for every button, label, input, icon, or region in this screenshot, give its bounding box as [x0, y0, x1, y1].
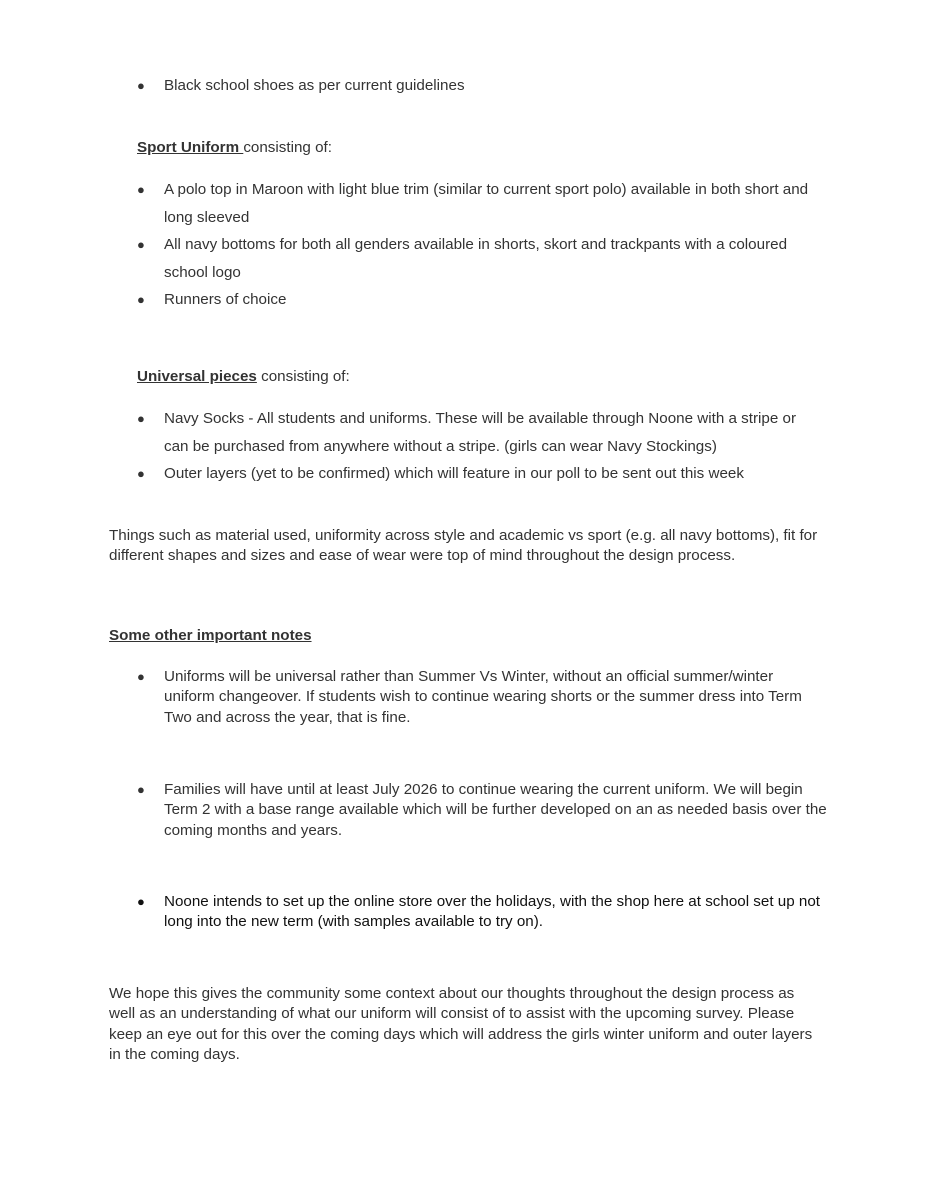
list-item-text: All navy bottoms for both all genders available in shorts, skort and trackpants with a coloured school logo: [164, 236, 788, 281]
sport-uniform-heading: [137, 137, 332, 159]
list-item: [137, 231, 827, 286]
important-notes-list-3: [137, 892, 837, 933]
list-item-text: Navy Socks - All students and uniforms. These will be available through Noone with a stripe or can be purchased from anywhere without a stripe. (girls can wear Navy Stockings): [164, 410, 797, 455]
bullet-icon: ●: [137, 894, 145, 909]
list-item: [137, 405, 807, 460]
list-item-text: Black school shoes as per current guidelines: [164, 77, 465, 94]
design-process-paragraph: Things such as material used, uniformity across style and academic vs sport (e.g. all navy bottoms), fit for different shapes and sizes and ease of wear were top of mind throughout the design process.: [109, 527, 818, 565]
bullet-icon: ●: [137, 669, 145, 684]
universal-pieces-title: Universal pieces: [137, 368, 257, 385]
list-item-text: A polo top in Maroon with light blue trim (similar to current sport polo) available in both short and long sleeved: [164, 181, 809, 226]
sport-uniform-title: Sport Uniform: [137, 139, 244, 156]
bullet-icon: ●: [137, 78, 145, 93]
list-item: [137, 667, 827, 728]
important-notes-list-2: [137, 780, 827, 841]
list-item-text: Families will have until at least July 2026 to continue wearing the current uniform. We will begin Term 2 with a base range available which will be further developed on an as needed basis over the coming months and years.: [164, 781, 827, 839]
list-item: [137, 286, 827, 314]
closing-paragraph: We hope this gives the community some context about our thoughts throughout the design process as well as an understanding of what our uniform will consist of to assist with the upcoming survey. Please keep an eye out for this over the coming days which will address the girls winter uniform and outer layers in the coming days.: [109, 985, 813, 1063]
universal-pieces-list: [137, 405, 807, 488]
bullet-icon: ●: [137, 182, 145, 197]
sport-uniform-suffix: consisting of:: [243, 139, 332, 156]
list-item-text: Runners of choice: [164, 291, 287, 308]
list-item: [137, 176, 827, 231]
universal-pieces-suffix: consisting of:: [256, 368, 350, 385]
bullet-icon: ●: [137, 292, 145, 307]
bullet-icon: ●: [137, 466, 145, 481]
list-item: [137, 892, 837, 933]
footwear-list: [137, 72, 827, 100]
list-item: [137, 460, 807, 488]
sport-uniform-list: [137, 176, 827, 314]
list-item-text: Uniforms will be universal rather than Summer Vs Winter, without an official summer/winter uniform changeover. If students wish to continue wearing shorts or the summer dress into Term Two and across the year, that is fine.: [164, 668, 802, 726]
bullet-icon: ●: [137, 237, 145, 252]
bullet-icon: ●: [137, 782, 145, 797]
list-item-text: Noone intends to set up the online store over the holidays, with the shop here at school set up not long into the new term (with samples available to try on).: [164, 893, 821, 931]
universal-pieces-heading: [137, 366, 350, 388]
important-notes-heading: Some other important notes: [109, 627, 312, 644]
important-notes-list-1: [137, 667, 827, 728]
list-item: [137, 780, 827, 841]
list-item: [137, 72, 827, 100]
bullet-icon: ●: [137, 411, 145, 426]
list-item-text: Outer layers (yet to be confirmed) which will feature in our poll to be sent out this week: [164, 465, 744, 482]
